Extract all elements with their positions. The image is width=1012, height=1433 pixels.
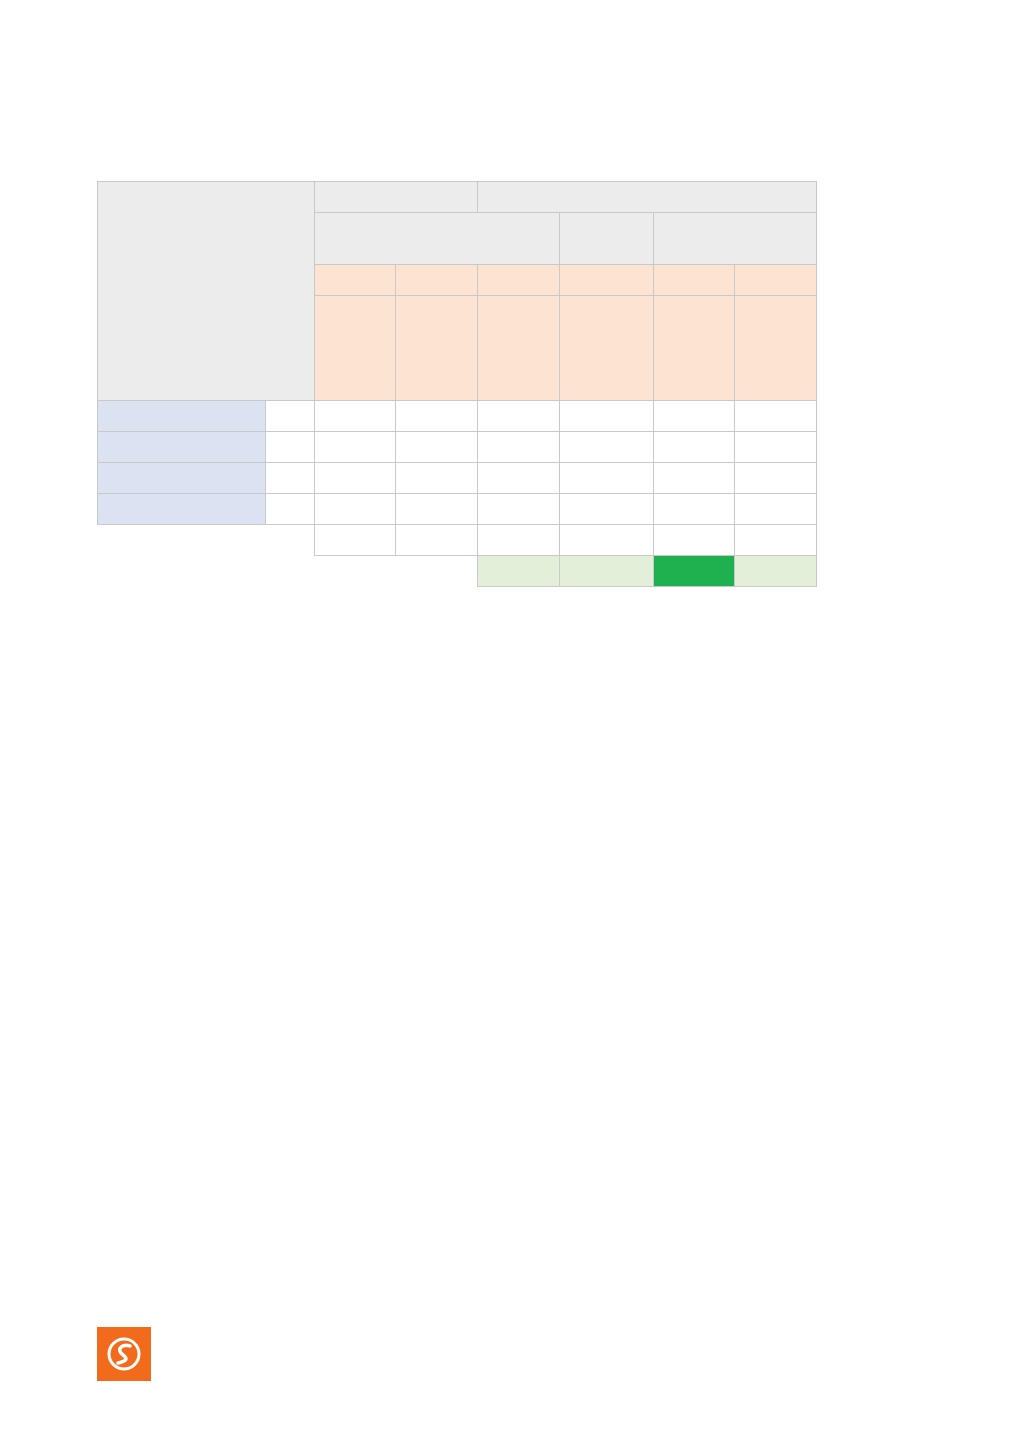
score-cell (396, 401, 478, 432)
rank-cell-top (654, 556, 735, 587)
option-code (396, 265, 478, 296)
table-row (98, 432, 817, 463)
score-cell (560, 494, 654, 525)
score-cell (735, 401, 817, 432)
score-cell (478, 463, 560, 494)
rank-cell (478, 556, 560, 587)
score-cell (396, 432, 478, 463)
option-code (478, 265, 560, 296)
score-cell (478, 401, 560, 432)
criterion-name (98, 432, 266, 463)
score-cell (560, 463, 654, 494)
total-cell (315, 525, 396, 556)
empty-cell (98, 525, 315, 556)
score-cell (315, 463, 396, 494)
option-code (315, 265, 396, 296)
criterion-weight (266, 432, 315, 463)
ranks-row (98, 556, 817, 587)
criterion-name (98, 463, 266, 494)
criteria-label (98, 392, 314, 400)
total-cell (735, 525, 817, 556)
total-cell (478, 525, 560, 556)
criterion-weight (266, 463, 315, 494)
rank-cell (735, 556, 817, 587)
score-cell (315, 401, 396, 432)
option-name-cell (315, 296, 396, 401)
mca-sensitivity-table (97, 181, 817, 587)
total-cell (560, 525, 654, 556)
score-cell (478, 432, 560, 463)
score-cell (654, 494, 735, 525)
total-cell (654, 525, 735, 556)
score-cell (315, 432, 396, 463)
option-name-cell (396, 296, 478, 401)
total-cell (396, 525, 478, 556)
option-code (560, 265, 654, 296)
score-cell (396, 494, 478, 525)
criterion-name (98, 494, 266, 525)
score-cell (735, 494, 817, 525)
sub-header-clearway (560, 213, 654, 265)
score-cell (654, 463, 735, 494)
score-cell (478, 494, 560, 525)
score-cell (735, 432, 817, 463)
sub-header-t2 (654, 213, 817, 265)
empty-cell (98, 556, 478, 587)
option-name-cell (560, 296, 654, 401)
score-cell (654, 432, 735, 463)
logo-mark-icon (106, 1336, 142, 1372)
score-cell (396, 463, 478, 494)
score-cell (560, 432, 654, 463)
criterion-weight (266, 401, 315, 432)
option-code (654, 265, 735, 296)
table-row (98, 401, 817, 432)
sub-header-bus-lane (315, 213, 560, 265)
table-row (98, 494, 817, 525)
group-header-no-t2 (315, 182, 478, 213)
option-code (735, 265, 817, 296)
score-cell (560, 401, 654, 432)
totals-row (98, 525, 817, 556)
criterion-weight (266, 494, 315, 525)
criterion-name (98, 401, 266, 432)
stantec-logo-icon (97, 1327, 151, 1381)
group-header-cnc-t2 (478, 182, 817, 213)
option-name-cell (478, 296, 560, 401)
criteria-header-cell (98, 182, 315, 401)
option-name-cell (654, 296, 735, 401)
score-cell (315, 494, 396, 525)
option-name-cell (735, 296, 817, 401)
table-row (98, 463, 817, 494)
score-cell (654, 401, 735, 432)
score-cell (735, 463, 817, 494)
rank-cell (560, 556, 654, 587)
